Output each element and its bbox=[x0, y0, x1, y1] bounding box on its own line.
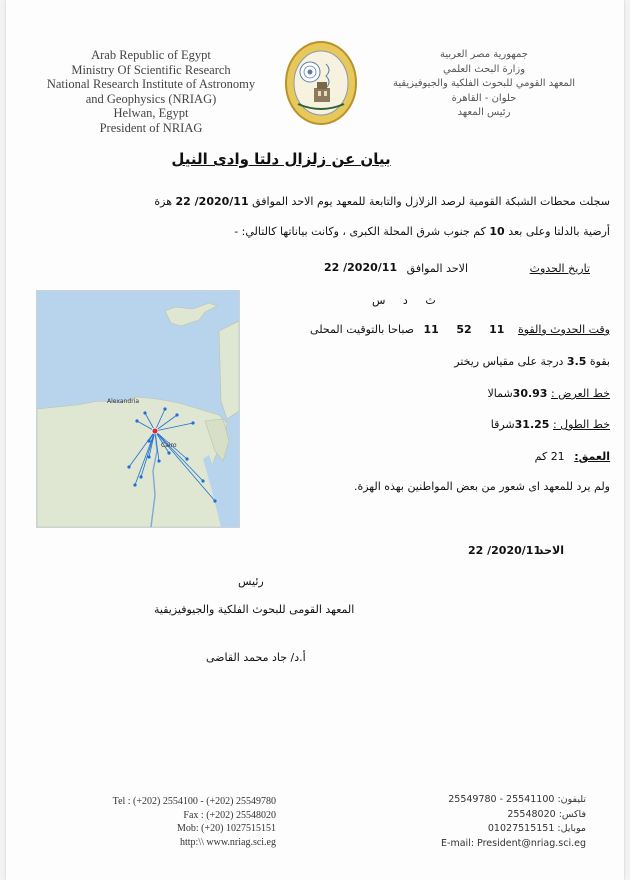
time-minute: 52 bbox=[456, 323, 472, 336]
header-ar-line: حلوان - القاهرة bbox=[451, 92, 517, 104]
longitude-row: خط الطول : 31.25شرقا bbox=[490, 418, 610, 431]
footer-ar-mob: 01027515151 bbox=[487, 823, 555, 834]
magnitude-row: بقوة 3.5 درجة على مقياس ريختر bbox=[454, 355, 610, 368]
signature-day: الاحد bbox=[537, 544, 564, 557]
header-en-line: and Geophysics (NRIAG) bbox=[85, 91, 217, 106]
event-date: 22 /2020/11 bbox=[175, 195, 249, 208]
date-day: الاحد الموافق bbox=[406, 262, 468, 275]
intro-text: كم جنوب شرق المحلة الكبرى ، وكانت بياناتها كالتالي: - bbox=[234, 225, 486, 238]
map-label-cairo: Cairo bbox=[161, 442, 177, 449]
footer-mob: Mob: (+20) 1027515151 bbox=[177, 823, 276, 835]
footer-email[interactable]: E-mail: President@nriag.sci.eg bbox=[441, 837, 586, 849]
footer-website[interactable]: http:\\ www.nriag.sci.eg bbox=[179, 836, 276, 848]
levant-land bbox=[219, 321, 239, 419]
epicenter-marker bbox=[152, 428, 158, 434]
footer-arabic: تليفون: 25549780 - 25541100 فاكس: 25548020 موبايل: 01027515151 E-mail: President@nriag.sci.eg bbox=[426, 793, 586, 851]
longitude-value: 31.25 bbox=[514, 418, 550, 431]
time-suffix: صباحا بالتوقيت المحلى bbox=[310, 323, 415, 336]
distance-km: 10 bbox=[489, 225, 505, 238]
time-hour: 11 bbox=[489, 323, 505, 336]
egypt-land bbox=[37, 397, 227, 527]
footer-fax: Fax : (+202) 25548020 bbox=[183, 809, 276, 821]
header-english bbox=[36, 48, 266, 136]
time-second: 11 bbox=[423, 323, 439, 336]
depth-row: العمق: 21 كم bbox=[534, 450, 610, 463]
header-en-line: Ministry Of Scientific Research bbox=[71, 62, 231, 77]
intro-text: سجلت محطات الشبكة القومية لرصد الزلازل والتابعة للمعهد يوم الاحد الموافق bbox=[252, 195, 610, 208]
latitude-value: 30.93 bbox=[512, 387, 548, 400]
time-row: وقت الحدوث والقوة 11 52 11 صباحا بالتوقيت المحلى bbox=[310, 323, 610, 336]
statement-title: بيان عن زلزال دلتا وادى النيل bbox=[171, 150, 391, 168]
header-ar-line: جمهورية مصر العربية bbox=[440, 49, 528, 60]
signature-institute: المعهد القومى للبحوث الفلكية والجيوفيزيقية bbox=[154, 603, 355, 616]
header-en-line: Arab Republic of Egypt bbox=[91, 48, 211, 62]
magnitude-value: 3.5 bbox=[566, 355, 587, 368]
date-label: تاريخ الحدوث bbox=[529, 262, 590, 275]
depth-value: 21 كم bbox=[534, 450, 565, 463]
intro-line-2 bbox=[234, 225, 610, 238]
map-label-alexandria: Alexandria bbox=[107, 398, 140, 405]
header-en-line: President of NRIAG bbox=[99, 120, 203, 135]
footer-ar-fax: 25548020 bbox=[507, 808, 556, 820]
time-units: ث د س bbox=[372, 294, 436, 307]
letter-page bbox=[6, 0, 624, 880]
footer-ar-tel: 25549780 - 25541100 bbox=[448, 794, 555, 805]
intro-text: أرضية بالدلتا وعلى بعد bbox=[508, 225, 610, 238]
header-en-line: Helwan, Egypt bbox=[113, 106, 189, 121]
header-ar-line: رئيس المعهد bbox=[457, 107, 511, 118]
date-value: 22 /2020/11 bbox=[324, 261, 398, 274]
footer-tel: Tel : (+202) 2554100 - (+202) 25549780 bbox=[112, 796, 276, 807]
header-ar-line: وزارة البحث العلمي bbox=[442, 63, 526, 75]
footer-english bbox=[66, 795, 276, 849]
intro-line-1 bbox=[154, 195, 610, 208]
felt-note: ولم يرد للمعهد اى شعور من بعض المواطنين بهذه الهزة. bbox=[353, 480, 610, 493]
header-ar-line: المعهد القومي للبحوث الفلكية والجيوفيزيقية bbox=[392, 78, 576, 89]
header-en-line: National Research Institute of Astronomy bbox=[46, 77, 256, 92]
epicenter-map bbox=[36, 290, 240, 528]
signature-date: 22 /2020/11 bbox=[468, 544, 542, 557]
nriag-logo bbox=[284, 40, 358, 126]
intro-text: هزة bbox=[154, 195, 173, 208]
latitude-row: خط العرض : 30.93شمالا bbox=[487, 387, 610, 400]
header-arabic bbox=[389, 48, 579, 121]
signature-role: رئيس bbox=[238, 575, 264, 588]
signature-name: أ.د/ جاد محمد القاضى bbox=[206, 651, 306, 664]
